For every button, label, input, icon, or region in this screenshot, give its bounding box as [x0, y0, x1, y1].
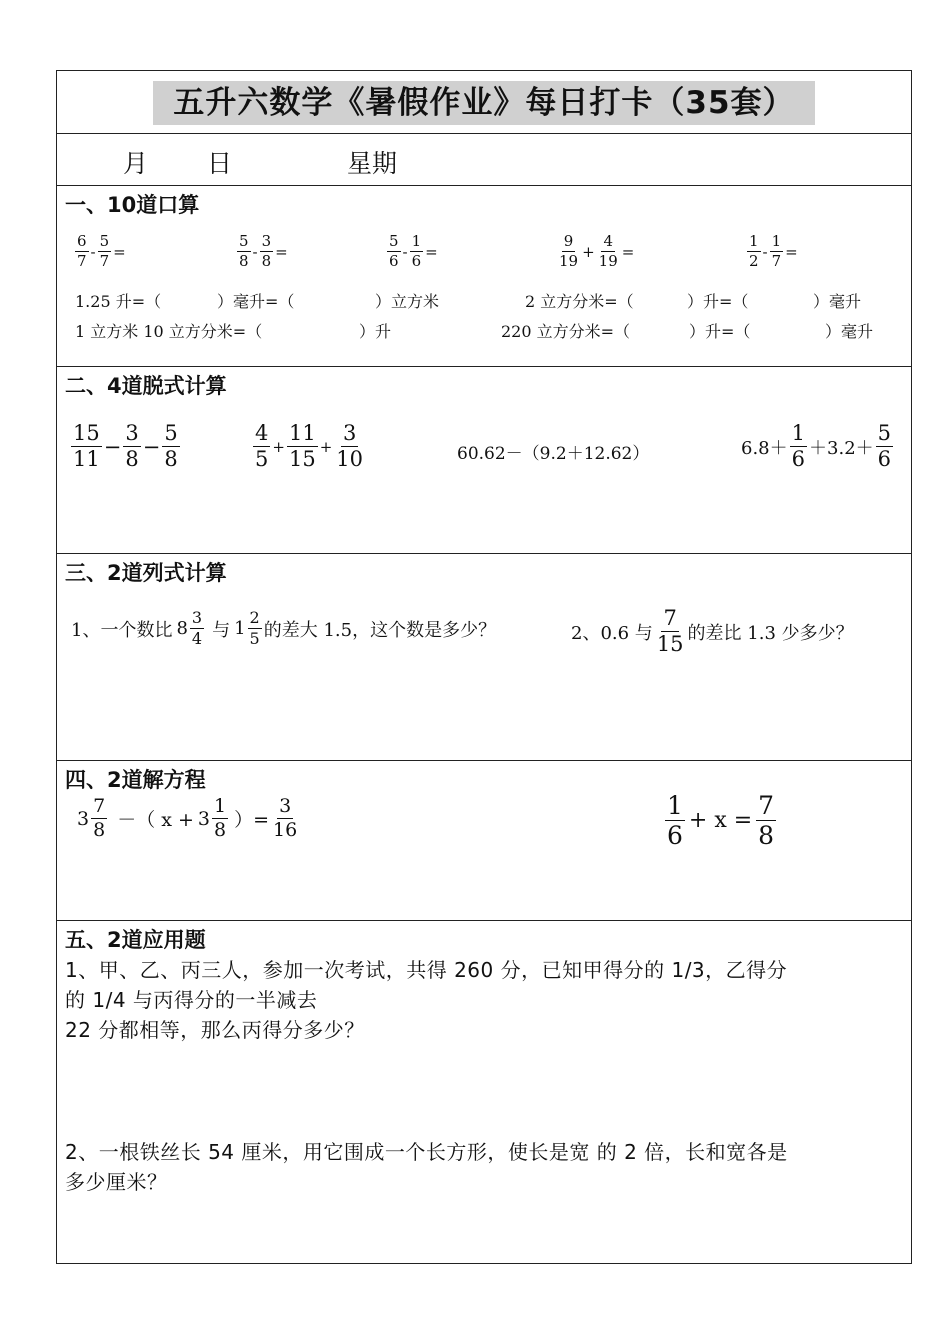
conv-1-part3: ）立方米: [375, 292, 440, 311]
calc-expr-2: $\frac{4}{5}$ + $\frac{11}{15}$ + $\frac{3}{10}$: [255, 421, 363, 471]
section-oral-calc: [57, 185, 911, 366]
word-problem-1-line1: 1、甲、乙、丙三人，参加一次考试，共得 260 分，已知甲得分的 1/3，乙得分: [65, 958, 788, 982]
oral-item-4: $\frac{9}{19}$ + $\frac{4}{19}$ =: [559, 232, 635, 270]
word-calc-1: 1、一个数比 8 $\frac{3}{4}$ 与 1 $\frac{2}{5}$ 的差大 1.5，这个数是多少？: [71, 608, 497, 648]
word-problem-2-line1: 2、一根铁丝长 54 厘米，用它围成一个长方形，使长是宽 的 2 倍，长和宽各是: [65, 1140, 788, 1164]
conv-2-part1: 2 立方分米=（: [525, 292, 634, 311]
day-label: 日: [207, 149, 233, 178]
section-heading: 二、4道脱式计算: [65, 374, 227, 398]
section-heading: 四、2道解方程: [65, 768, 206, 792]
conv-2-part3: ）毫升: [813, 292, 862, 311]
word-calc-2: 2、0.6 与 $\frac{7}{15}$ 的差比 1.3 少多少？: [571, 606, 854, 656]
conv-4-part3: ）毫升: [825, 322, 874, 341]
conv-4-part1: 220 立方分米=（: [501, 322, 631, 341]
section-solve-equations: [57, 760, 911, 920]
equation-1: 3 $\frac{7}{8}$ －（ x + 3 $\frac{1}{8}$ ）= $\frac{3}{16}$: [77, 795, 298, 841]
worksheet: [56, 70, 912, 1264]
title-row: [57, 71, 911, 133]
conv-1-part1: 1.25 升=（: [75, 292, 162, 311]
section-heading: 一、10道口算: [65, 193, 200, 217]
conv-4-part2: ）升=（: [689, 322, 751, 341]
oral-item-1: $\frac{6}{7}$ - $\frac{5}{7}$ =: [77, 232, 126, 270]
conv-3-part1: 1 立方米 10 立方分米=（: [75, 322, 263, 341]
oral-item-5: $\frac{1}{2}$ - $\frac{1}{7}$ =: [749, 232, 798, 270]
page-title: 五升六数学《暑假作业》每日打卡（35套）: [153, 81, 815, 125]
month-label: 月: [123, 149, 149, 178]
word-problem-1-line2: 的 1/4 与丙得分的一半减去: [65, 988, 318, 1012]
conv-3-part2: ）升: [359, 322, 392, 341]
conv-1-part2: ）毫升=（: [217, 292, 295, 311]
weekday-label: 星期: [347, 149, 398, 178]
conv-2-part2: ）升=（: [687, 292, 749, 311]
word-problem-1: [65, 955, 907, 1045]
section-word-problems: [57, 920, 911, 1265]
calc-expr-4: 6.8＋ $\frac{1}{6}$ ＋3.2＋ $\frac{5}{6}$: [741, 421, 892, 471]
oral-item-3: $\frac{5}{6}$ - $\frac{1}{6}$ =: [389, 232, 438, 270]
word-problem-2-line2: 多少厘米？: [65, 1170, 168, 1194]
equation-2: $\frac{1}{6}$ + x = $\frac{7}{8}$: [667, 791, 775, 850]
section-equation-writing: [57, 553, 911, 760]
calc-expr-1: $\frac{15}{11}$ − $\frac{3}{8}$ − $\frac{5}{8}$: [73, 421, 178, 471]
section-stepwise-calc: [57, 366, 911, 553]
word-problem-1-line3: 22 分都相等，那么丙得分多少？: [65, 1018, 365, 1042]
section-heading: 三、2道列式计算: [65, 561, 227, 585]
section-heading: 五、2道应用题: [65, 928, 206, 952]
oral-item-2: $\frac{5}{8}$ - $\frac{3}{8}$ =: [239, 232, 288, 270]
word-problem-2: [65, 1137, 907, 1197]
calc-expr-3: 60.62－（9.2＋12.62）: [457, 444, 650, 464]
date-row: [57, 133, 911, 185]
